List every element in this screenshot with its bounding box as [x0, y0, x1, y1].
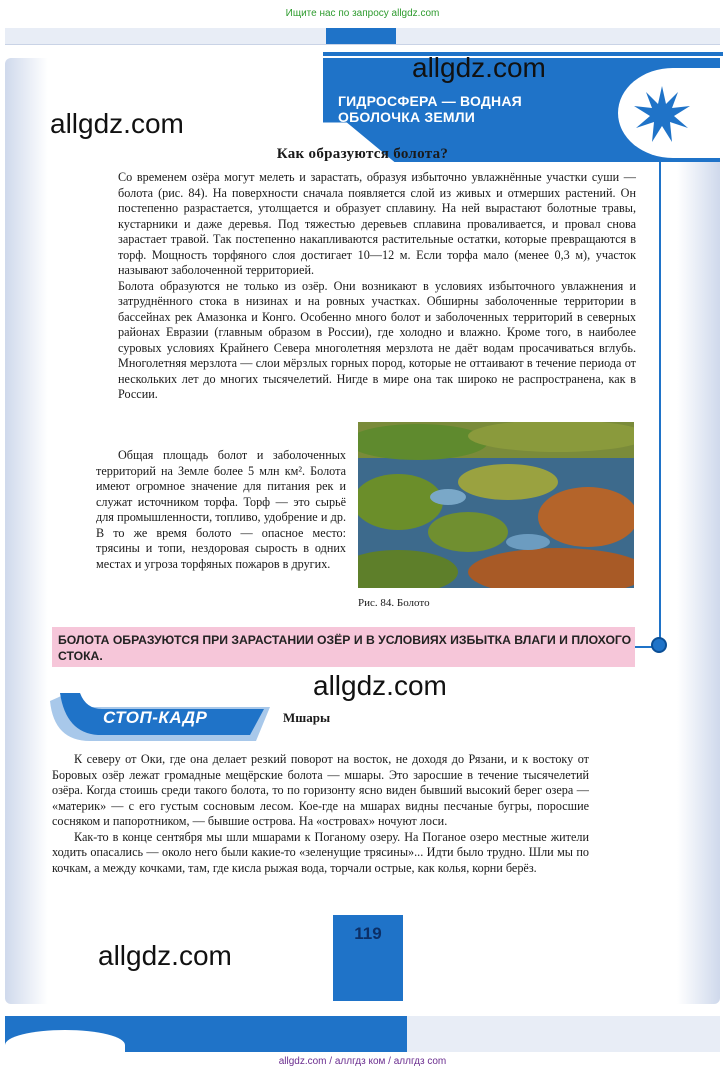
side-text: [96, 410, 346, 572]
chapter-title-line2: ОБОЛОЧКА ЗЕМЛИ: [338, 109, 476, 125]
water-drop-star-icon: [632, 84, 692, 144]
section-heading: Как образуются болота?: [276, 146, 449, 162]
connector-line: [659, 160, 661, 648]
figure-caption: Рис. 84. Болото: [358, 597, 430, 609]
chapter-title: [338, 93, 578, 125]
page-number: 119: [354, 924, 382, 943]
stop-frame-title: Мшары: [283, 710, 331, 725]
stop-frame-text: [52, 752, 589, 876]
main-text: [96, 170, 636, 403]
watermark: allgdz.com: [50, 108, 184, 139]
paragraph: Со временем озёра могут мелеть и зарастать, образуя избыточно увлажнённые участки суши — болота (рис. 84). На поверхности сначала появляется слой из живых и отмерших растений. Он постепенно разрастается, утолщается и образует сплавину. На ней вырастают болотные травы, кустарники и даже деревья. Под тяжестью деревьев сплавина проваливается, и провал снова зарастает травой. Так постепенно накапливаются растительные остатки, которые превращаются в торф. Мощность торфяного слоя достигает 10—12 м. Если торфа мало (менее 0,3 м), участок называют заболоченной территорией.: [118, 170, 636, 277]
connector-dot-icon: [651, 637, 667, 653]
paragraph: Как-то в конце сентября мы шли мшарами к Поганому озеру. На Поганое озеро местные жители ходить опасались — около него были какие-то «зеленущие трясины»... Идти было трудно. Шли мы по кочкам, а между кочками, там, где кисла рыжая вода, торчали острые, как колья, корни берёз.: [52, 829, 589, 875]
paragraph: Болота образуются не только из озёр. Они возникают в условиях избыточного увлажнения и затруднённого стока в низинах и на ровных участках. Обширны заболоченные территории в бассейнах рек Амазонка и Конго. Особенно много болот и заболоченных территорий в северных районах Евразии (главным образом в России), где холодно и влажно. Кроме того, в наиболее суровых условиях Крайнего Севера многолетняя мерзлота не даёт водам просачиваться вглубь. Многолетняя мерзлота — слои мёрзлых горных пород, которые не оттаивают в течение периода от нескольких лет до многих тысячелетий. Нигде в мире она так широко не распространена, как в России.: [118, 278, 636, 401]
chapter-title-line1: ГИДРОСФЕРА — ВОДНАЯ: [338, 93, 522, 109]
previous-page-tab: [326, 28, 396, 44]
paragraph: Общая площадь болот и заболоченных территорий на Земле более 5 млн км². Болота имеют огромное значение для питания рек и служат источником торфа. Торф — это сырьё для промышленности, топливо, удобрение и др. В то же время болото — опасное место: трясины и топи, нездоровая сырость в одних местах и угроза торфяных пожаров в других.: [96, 448, 346, 571]
swamp-photo: [358, 422, 634, 588]
watermark: allgdz.com: [412, 52, 546, 83]
callout-text: БОЛОТА ОБРАЗУЮТСЯ ПРИ ЗАРАСТАНИИ ОЗЁР И В УСЛОВИЯХ ИЗБЫТКА ВЛАГИ И ПЛОХОГО СТОКА.: [58, 633, 632, 663]
watermark: allgdz.com: [98, 940, 232, 971]
paragraph: К северу от Оки, где она делает резкий поворот на восток, не доходя до Рязани, и к востоку от Боровых озёр лежат громадные мещёрские болота — мшары. Это заросшие в течение тысячелетий озёра. Когда стоишь среди такого болота, то по горизонту ясно виден бывший высокий берег озера — «материк» — с его густым сосновым лесом. Кое-где на мшарах видны песчаные бугры, поросшие сосняком и папоротником, — бывшие острова. На «островах» ночуют лоси.: [52, 752, 589, 828]
watermark: allgdz.com: [313, 670, 447, 701]
footer-links[interactable]: allgdz.com / аллгдз ком / аллгдз com: [0, 1052, 725, 1076]
stop-frame-label: СТОП-КАДР: [103, 708, 208, 727]
top-notice[interactable]: Ищите нас по запросу allgdz.com: [285, 8, 440, 19]
